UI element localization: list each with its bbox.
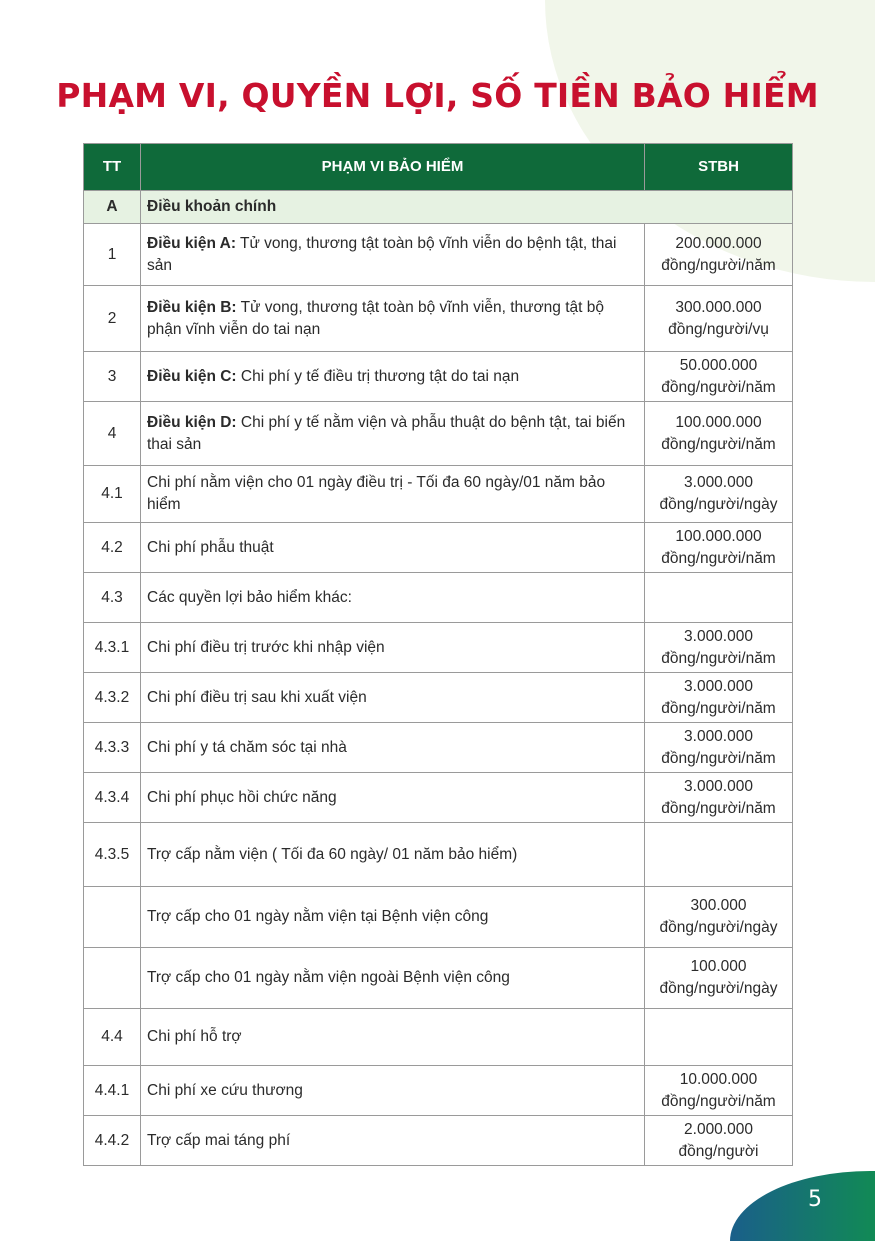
table-row bbox=[84, 573, 793, 623]
row-scope bbox=[141, 1066, 645, 1116]
table-row bbox=[84, 352, 793, 402]
row-tt: 4 bbox=[84, 402, 141, 466]
header-scope: PHẠM VI BẢO HIỂM bbox=[141, 144, 645, 191]
page-number-badge bbox=[730, 1171, 875, 1241]
amount-unit: đồng/người/năm bbox=[661, 256, 776, 274]
amount-value: 3.000.000 bbox=[684, 727, 753, 745]
scope-text: Chi phí y tế nằm viện và phẫu thuật do bệnh tật, tai biến thai sản bbox=[147, 413, 626, 453]
table-row bbox=[84, 402, 793, 466]
row-amount bbox=[645, 673, 793, 723]
scope-text: Tử vong, thương tật toàn bộ vĩnh viễn, thương tật bộ phận vĩnh viễn do tai nạn bbox=[147, 298, 604, 338]
amount-value: 2.000.000 bbox=[684, 1120, 753, 1138]
amount-unit: đồng/người/năm bbox=[661, 435, 776, 453]
row-amount bbox=[645, 723, 793, 773]
row-amount bbox=[645, 1116, 793, 1166]
row-amount bbox=[645, 402, 793, 466]
row-scope bbox=[141, 887, 645, 948]
amount-value: 100.000.000 bbox=[675, 413, 762, 431]
row-tt: 4.2 bbox=[84, 523, 141, 573]
row-amount bbox=[645, 573, 793, 623]
table-row bbox=[84, 523, 793, 573]
row-tt: 4.3.2 bbox=[84, 673, 141, 723]
amount-unit: đồng/người/năm bbox=[661, 649, 776, 667]
table-row bbox=[84, 1116, 793, 1166]
row-amount bbox=[645, 466, 793, 523]
condition-label: Điều kiện B: bbox=[147, 298, 237, 316]
scope-text: Trợ cấp cho 01 ngày nằm viện tại Bệnh viện công bbox=[147, 908, 489, 925]
amount-value: 3.000.000 bbox=[684, 777, 753, 795]
table-row bbox=[84, 1066, 793, 1116]
row-scope bbox=[141, 823, 645, 887]
scope-text: Chi phí xe cứu thương bbox=[147, 1081, 303, 1099]
amount-unit: đồng/người/năm bbox=[661, 378, 776, 396]
section-label: Điều khoản chính bbox=[141, 191, 793, 224]
row-scope bbox=[141, 773, 645, 823]
table-row bbox=[84, 286, 793, 352]
condition-label: Điều kiện D: bbox=[147, 413, 237, 431]
scope-text: Chi phí nằm viện cho 01 ngày điều trị - Tối đa 60 ngày/01 năm bảo hiểm bbox=[147, 474, 606, 513]
amount-value: 3.000.000 bbox=[684, 627, 753, 645]
row-amount bbox=[645, 523, 793, 573]
page-number: 5 bbox=[808, 1187, 822, 1212]
row-amount bbox=[645, 773, 793, 823]
row-scope bbox=[141, 402, 645, 466]
row-tt: 4.3.4 bbox=[84, 773, 141, 823]
amount-value: 100.000.000 bbox=[675, 527, 762, 545]
row-scope bbox=[141, 286, 645, 352]
table-row bbox=[84, 823, 793, 887]
page-title: PHẠM VI, QUYỀN LỢI, SỐ TIỀN BẢO HIỂM bbox=[56, 76, 819, 115]
row-scope bbox=[141, 673, 645, 723]
row-amount bbox=[645, 623, 793, 673]
table-header-row bbox=[84, 144, 793, 191]
row-tt: 4.4 bbox=[84, 1009, 141, 1066]
table-row bbox=[84, 1009, 793, 1066]
row-tt: 4.1 bbox=[84, 466, 141, 523]
table-row bbox=[84, 723, 793, 773]
scope-text: Chi phí hỗ trợ bbox=[147, 1028, 242, 1045]
row-scope bbox=[141, 573, 645, 623]
benefits-table bbox=[83, 143, 793, 1166]
row-tt: 4.4.2 bbox=[84, 1116, 141, 1166]
table-row bbox=[84, 887, 793, 948]
row-scope bbox=[141, 224, 645, 286]
row-scope bbox=[141, 466, 645, 523]
row-scope bbox=[141, 523, 645, 573]
scope-text: Chi phí phục hồi chức năng bbox=[147, 788, 337, 806]
amount-value: 300.000.000 bbox=[675, 298, 762, 316]
row-amount bbox=[645, 1009, 793, 1066]
amount-value: 100.000 bbox=[690, 958, 747, 975]
row-amount bbox=[645, 823, 793, 887]
table-row bbox=[84, 673, 793, 723]
row-amount bbox=[645, 948, 793, 1009]
scope-text: Chi phí phẫu thuật bbox=[147, 538, 274, 556]
amount-unit: đồng/người/năm bbox=[661, 749, 776, 767]
row-amount bbox=[645, 352, 793, 402]
table-row bbox=[84, 224, 793, 286]
amount-value: 300.000 bbox=[690, 897, 747, 914]
section-tt: A bbox=[84, 191, 141, 224]
table-row bbox=[84, 773, 793, 823]
row-amount bbox=[645, 286, 793, 352]
row-amount bbox=[645, 887, 793, 948]
row-scope bbox=[141, 352, 645, 402]
scope-text: Trợ cấp mai táng phí bbox=[147, 1131, 291, 1149]
scope-text: Tử vong, thương tật toàn bộ vĩnh viễn do bệnh tật, thai sản bbox=[147, 234, 617, 274]
amount-unit: đồng/người/ngày bbox=[659, 980, 778, 997]
row-amount bbox=[645, 224, 793, 286]
amount-unit: đồng/người/năm bbox=[661, 1092, 776, 1110]
row-scope bbox=[141, 1116, 645, 1166]
header-stbh: STBH bbox=[645, 144, 793, 191]
amount-value: 50.000.000 bbox=[679, 356, 758, 374]
row-tt: 1 bbox=[84, 224, 141, 286]
condition-label: Điều kiện C: bbox=[147, 367, 237, 385]
table-body bbox=[84, 224, 793, 1166]
amount-value: 200.000.000 bbox=[675, 234, 762, 252]
amount-unit: đồng/người/năm bbox=[661, 699, 776, 717]
scope-text: Chi phí y tế điều trị thương tật do tai nạn bbox=[236, 367, 520, 385]
scope-text: Trợ cấp nằm viện ( Tối đa 60 ngày/ 01 năm bảo hiểm) bbox=[147, 845, 518, 863]
row-amount bbox=[645, 1066, 793, 1116]
scope-text: Chi phí điều trị trước khi nhập viện bbox=[147, 638, 385, 656]
scope-text: Các quyền lợi bảo hiểm khác: bbox=[147, 588, 352, 606]
amount-unit: đồng/người/năm bbox=[661, 799, 776, 817]
header-tt: TT bbox=[84, 144, 141, 191]
row-tt: 4.3.3 bbox=[84, 723, 141, 773]
amount-unit: đồng/người/năm bbox=[661, 549, 776, 567]
row-scope bbox=[141, 948, 645, 1009]
amount-unit: đồng/người/ngày bbox=[659, 496, 778, 513]
row-scope bbox=[141, 723, 645, 773]
row-tt bbox=[84, 948, 141, 1009]
amount-unit: đồng/người/ngày bbox=[659, 919, 778, 936]
row-tt: 4.3.1 bbox=[84, 623, 141, 673]
scope-text: Chi phí điều trị sau khi xuất viện bbox=[147, 688, 367, 706]
scope-text: Chi phí y tá chăm sóc tại nhà bbox=[147, 738, 347, 756]
amount-value: 3.000.000 bbox=[684, 677, 753, 695]
table-row bbox=[84, 623, 793, 673]
amount-value: 10.000.000 bbox=[679, 1070, 758, 1088]
row-tt: 3 bbox=[84, 352, 141, 402]
amount-unit: đồng/người bbox=[678, 1142, 759, 1160]
row-tt: 2 bbox=[84, 286, 141, 352]
row-tt bbox=[84, 887, 141, 948]
scope-text: Trợ cấp cho 01 ngày nằm viện ngoài Bệnh viện công bbox=[147, 969, 510, 986]
row-scope bbox=[141, 1009, 645, 1066]
table-row bbox=[84, 948, 793, 1009]
condition-label: Điều kiện A: bbox=[147, 234, 236, 252]
row-tt: 4.3 bbox=[84, 573, 141, 623]
amount-value: 3.000.000 bbox=[684, 474, 753, 491]
section-row bbox=[84, 191, 793, 224]
row-tt: 4.3.5 bbox=[84, 823, 141, 887]
row-tt: 4.4.1 bbox=[84, 1066, 141, 1116]
amount-unit: đồng/người/vụ bbox=[668, 320, 769, 338]
row-scope bbox=[141, 623, 645, 673]
table-row bbox=[84, 466, 793, 523]
